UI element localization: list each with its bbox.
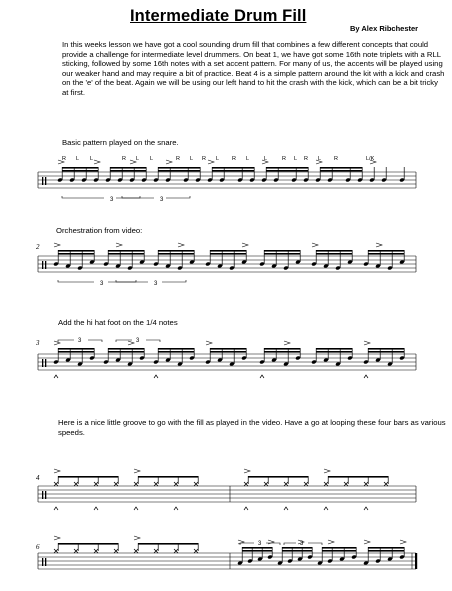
sticking-letter: R — [282, 156, 286, 162]
system-number-2: 2 — [36, 243, 40, 251]
note-beam — [368, 253, 404, 255]
note-beam — [210, 253, 246, 255]
system-number-4: 4 — [36, 474, 40, 482]
page-title: Intermediate Drum Fill — [130, 7, 307, 25]
note-beam — [368, 550, 404, 552]
note-beam — [108, 348, 144, 350]
note-beam — [316, 348, 352, 350]
note-beam — [58, 253, 94, 255]
hihat-foot-mark — [364, 375, 368, 378]
staff-orchestration — [36, 238, 426, 298]
cymbal-note — [364, 482, 368, 486]
note-beam — [266, 170, 308, 172]
staff-groove-bars-4-5 — [36, 466, 426, 526]
note-beam — [138, 543, 198, 545]
author-byline: By Alex Ribchester — [350, 24, 419, 33]
sticking-letter: L — [294, 156, 298, 162]
tuplet-label: 3 — [100, 281, 104, 287]
note-beam — [328, 476, 388, 478]
cymbal-note — [174, 482, 178, 486]
cymbal-note — [304, 482, 308, 486]
hihat-foot-mark — [324, 507, 328, 510]
sticking-letter: L — [90, 156, 94, 162]
sticking-letter: R — [62, 156, 66, 162]
note-beam — [58, 348, 94, 350]
sticking-letter: L — [318, 156, 322, 162]
accent-mark — [376, 243, 382, 247]
note-beam — [368, 250, 404, 252]
sticking-letter: L — [190, 156, 194, 162]
note-beam — [282, 550, 312, 552]
hihat-foot-mark — [284, 507, 288, 510]
note-beam — [322, 547, 356, 549]
sticking-letter: L — [246, 156, 250, 162]
tuplet-label: 3 — [258, 541, 262, 547]
accent-mark — [54, 243, 60, 247]
accent-mark — [324, 469, 330, 473]
sticking-letter: R — [202, 156, 206, 162]
section-caption-hihat: Add the hi hat foot on the 1/4 notes — [58, 318, 178, 327]
accent-mark — [54, 341, 60, 345]
section-caption-groove: Here is a nice little groove to go with the fill as played in the video. Have a go at looping these four bars as various speeds. — [58, 418, 446, 437]
cymbal-note — [114, 482, 118, 486]
hihat-foot-mark — [54, 507, 58, 510]
note-beam — [316, 253, 352, 255]
note-beam — [212, 170, 254, 172]
note-beam — [320, 170, 362, 172]
tuplet-label: 3 — [154, 281, 158, 287]
staff-basic-pattern — [36, 150, 426, 210]
sticking-letter: R — [122, 156, 126, 162]
section-caption-basic: Basic pattern played on the snare. — [62, 138, 179, 147]
cymbal-note — [74, 482, 78, 486]
note-beam — [316, 250, 352, 252]
note-beam — [210, 348, 246, 350]
accent-mark — [364, 341, 370, 345]
accent-mark — [284, 341, 290, 345]
accent-mark — [54, 536, 60, 540]
accent-mark — [116, 243, 122, 247]
accent-mark — [328, 540, 334, 544]
cymbal-note — [324, 482, 328, 486]
tuplet-label: 3 — [78, 338, 82, 344]
cymbal-note — [344, 482, 348, 486]
tuplet-label: 3 — [136, 338, 140, 344]
accent-mark — [268, 540, 274, 544]
hihat-foot-mark — [134, 507, 138, 510]
note-beam — [158, 351, 194, 353]
note-beam — [158, 348, 194, 350]
sticking-letter: L — [76, 156, 80, 162]
note-beam — [368, 348, 404, 350]
note-beam — [264, 348, 300, 350]
note-beam — [58, 250, 94, 252]
accent-mark — [94, 160, 100, 164]
cymbal-note — [264, 482, 268, 486]
hihat-foot-mark — [260, 375, 264, 378]
note-beam — [62, 167, 98, 169]
note-beam — [158, 167, 200, 169]
note-beam — [212, 167, 254, 169]
note-beam — [58, 351, 94, 353]
accent-mark — [134, 469, 140, 473]
note-beam — [108, 351, 144, 353]
note-beam — [242, 547, 272, 549]
hihat-foot-mark — [54, 375, 58, 378]
sticking-letter: L — [216, 156, 220, 162]
note-beam — [138, 476, 198, 478]
sticking-letter: L — [150, 156, 154, 162]
note-beam — [368, 351, 404, 353]
note-beam — [368, 547, 404, 549]
note-beam — [264, 250, 300, 252]
system-number-3: 3 — [36, 339, 40, 347]
cymbal-note — [194, 549, 198, 553]
accent-mark — [206, 341, 212, 345]
cymbal-note — [154, 482, 158, 486]
hihat-foot-mark — [364, 507, 368, 510]
cymbal-note — [54, 549, 58, 553]
tuplet-label: 3 — [160, 197, 164, 203]
tuplet-label: 3 — [300, 541, 304, 547]
cymbal-note — [54, 482, 58, 486]
note-beam — [58, 476, 118, 478]
cymbal-note — [94, 482, 98, 486]
accent-mark — [178, 243, 184, 247]
note-beam — [158, 170, 200, 172]
accent-mark — [244, 469, 250, 473]
cymbal-note — [284, 482, 288, 486]
note-beam — [108, 250, 144, 252]
note-beam — [282, 547, 312, 549]
sticking-letter: L — [264, 156, 268, 162]
note-beam — [158, 250, 194, 252]
note-beam — [266, 167, 308, 169]
hihat-foot-mark — [244, 507, 248, 510]
note-beam — [110, 170, 146, 172]
accent-mark — [242, 243, 248, 247]
note-beam — [62, 170, 98, 172]
accent-mark — [54, 469, 60, 473]
cymbal-note — [194, 482, 198, 486]
note-beam — [320, 167, 362, 169]
note-beam — [210, 250, 246, 252]
cymbal-note — [244, 482, 248, 486]
sticking-letter: L/K — [366, 156, 375, 162]
cymbal-note — [134, 482, 138, 486]
note-beam — [264, 253, 300, 255]
hihat-foot-mark — [94, 507, 98, 510]
sticking-letter: R — [334, 156, 338, 162]
tuplet-label: 3 — [110, 197, 114, 203]
note-beam — [108, 253, 144, 255]
staff-hihat-foot — [36, 334, 426, 400]
intro-paragraph: In this weeks lesson we have got a cool sounding drum fill that combines a few different concepts that could provide a challenge for intermediate level drummers. On beat 1, we have got some 16th note triplets with a RLL sticking, followed by some 16th notes with a set accent pattern. For many of us, the accents will be played using our weaker hand and may require a bit of practice. Beat 4 is a simple pattern around the kit with a kick and crash on the 'e' of the beat. Again we will be using our left hand to hit the crash with the kick, which can be a bit tricky at first. — [62, 40, 445, 97]
staff-groove-bars-6-7 — [36, 533, 426, 591]
accent-mark — [128, 341, 134, 345]
accent-mark — [312, 243, 318, 247]
accent-mark — [238, 540, 244, 544]
sticking-letter: R — [304, 156, 308, 162]
note-beam — [248, 476, 308, 478]
cymbal-note — [114, 549, 118, 553]
hihat-foot-mark — [174, 507, 178, 510]
cymbal-note — [74, 549, 78, 553]
note-beam — [158, 253, 194, 255]
section-caption-orchestration: Orchestration from video: — [56, 226, 143, 235]
note-beam — [316, 351, 352, 353]
cymbal-note — [94, 549, 98, 553]
note-beam — [264, 351, 300, 353]
note-beam — [210, 351, 246, 353]
cymbal-note — [134, 549, 138, 553]
accent-mark — [134, 536, 140, 540]
sticking-letter: L — [136, 156, 140, 162]
cymbal-note — [384, 482, 388, 486]
accent-mark — [208, 160, 214, 164]
note-beam — [242, 550, 272, 552]
sticking-letter: R — [176, 156, 180, 162]
note-beam — [58, 543, 118, 545]
sticking-letter: R — [232, 156, 236, 162]
accent-mark — [166, 160, 172, 164]
system-number-6: 6 — [36, 543, 40, 551]
cymbal-note — [154, 549, 158, 553]
accent-mark — [400, 540, 406, 544]
hihat-foot-mark — [154, 375, 158, 378]
note-beam — [322, 550, 356, 552]
note-beam — [110, 167, 146, 169]
accent-mark — [364, 540, 370, 544]
cymbal-note — [174, 549, 178, 553]
